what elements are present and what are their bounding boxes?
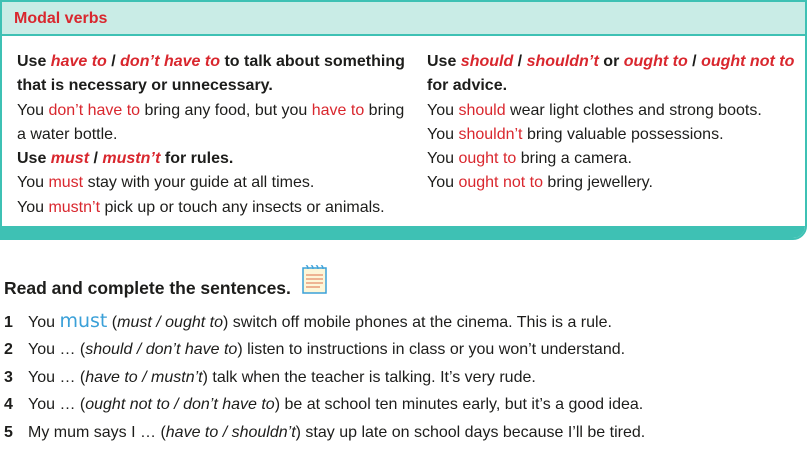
left-column	[17, 50, 412, 220]
example-ought-to: You ought to bring a camera.	[427, 150, 632, 168]
rule-have-to: Use have to / don’t have to to talk about something that is necessary or unnecessary.	[17, 53, 405, 95]
exercise-items	[4, 308, 645, 447]
exercise-item-4: 4 You … (ought not to / don’t have to) be at school ten minutes early, but it’s a good idea.	[4, 396, 644, 414]
rule-should: Use should / shouldn’t or ought to / ought not to for advice.	[427, 53, 795, 95]
example-mustnt: You mustn’t pick up or touch any insects or animals.	[17, 198, 385, 216]
right-column	[427, 50, 807, 196]
box-title: Modal verbs	[14, 10, 108, 27]
exercise-item-3: 3 You … (have to / mustn’t) talk when the teacher is talking. It’s very rude.	[4, 368, 536, 386]
example-should: You should wear light clothes and strong boots.	[427, 101, 762, 119]
box-bottom-bar	[2, 226, 805, 238]
exercise-section	[4, 270, 804, 442]
exercise-item-5: 5 My mum says I … (have to / shouldn’t) stay up late on school days because I’ll be tired.	[4, 424, 646, 442]
exercise-item-2: 2 You … (should / don’t have to) listen to instructions in class or you won’t understand.	[4, 340, 626, 358]
rule-must: Use must / mustn’t for rules.	[17, 150, 234, 168]
example-have-to: You don’t have to bring any food, but you have to bring a water bottle.	[17, 101, 405, 143]
exercise-title: Read and complete the sentences.	[4, 270, 804, 306]
answer-text: must	[59, 310, 108, 332]
example-must: You must stay with your guide at all times.	[17, 174, 315, 192]
box-header	[2, 2, 805, 36]
example-ought-not-to: You ought not to bring jewellery.	[427, 174, 653, 192]
exercise-item-1: 1 You must (must / ought to) switch off mobile phones at the cinema. This is a rule.	[4, 310, 612, 332]
example-shouldnt: You shouldn’t bring valuable possessions.	[427, 125, 724, 143]
notebook-icon	[300, 264, 328, 306]
